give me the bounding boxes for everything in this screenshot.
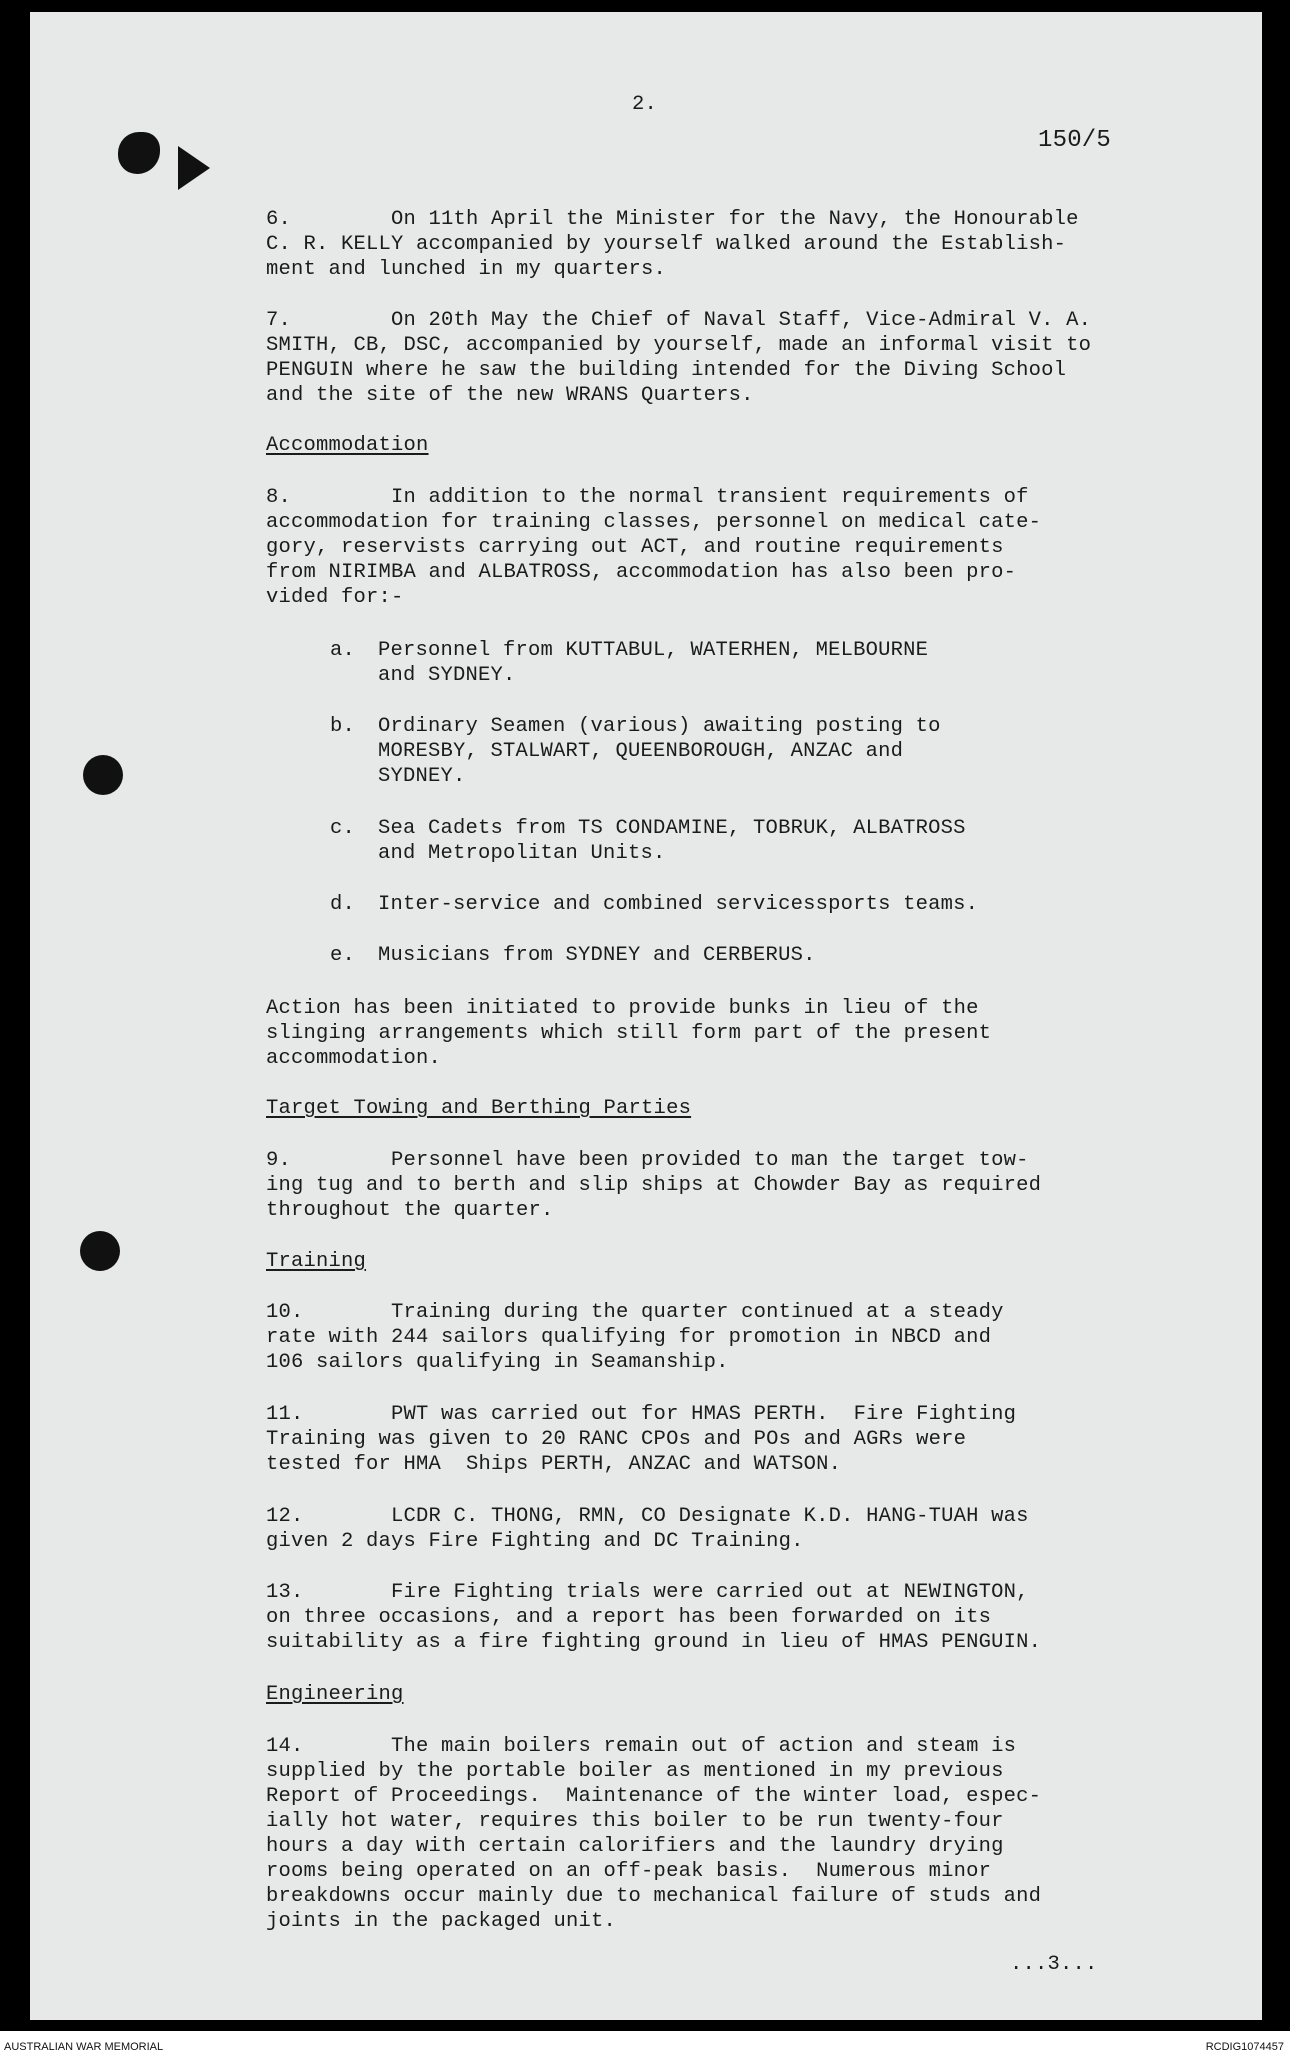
- list-item-line: and Metropolitan Units.: [378, 842, 666, 865]
- list-item-letter: c.: [330, 817, 356, 840]
- list-item-line: SYDNEY.: [378, 765, 466, 788]
- paragraph-8-line: accommodation for training classes, personnel on medical cate-: [266, 511, 1042, 534]
- list-item-letter: b.: [330, 715, 356, 738]
- paragraph-8-line: gory, reservists carrying out ACT, and routine requirements: [266, 536, 1004, 559]
- paragraph-7-line: PENGUIN where he saw the building intended for the Diving School: [266, 359, 1067, 382]
- paragraph-9-line: throughout the quarter.: [266, 1199, 554, 1222]
- paragraph-7-line: and the site of the new WRANS Quarters.: [266, 384, 754, 407]
- paragraph-14-line: rooms being operated on an off-peak basis. Numerous minor: [266, 1860, 992, 1883]
- list-item-letter: e.: [330, 944, 356, 967]
- archive-footer: [0, 2031, 1290, 2061]
- paragraph-6-line: 6. On 11th April the Minister for the Navy, the Honourable: [266, 208, 1079, 231]
- continuation-marker: ...3...: [1010, 1953, 1098, 1976]
- paragraph-14-line: hours a day with certain calorifiers and the laundry drying: [266, 1835, 1004, 1858]
- heading-target-towing: Target Towing and Berthing Parties: [266, 1097, 692, 1120]
- paragraph-8-line: 8. In addition to the normal transient requirements of: [266, 486, 1029, 509]
- torn-mark-right: [178, 146, 210, 190]
- heading-engineering: Engineering: [266, 1683, 404, 1706]
- paragraph-10-line: rate with 244 sailors qualifying for promotion in NBCD and: [266, 1326, 992, 1349]
- paragraph-8-action-line: slinging arrangements which still form part of the present: [266, 1022, 992, 1045]
- paragraph-9-line: 9. Personnel have been provided to man the target tow-: [266, 1149, 1029, 1172]
- paragraph-10-line: 10. Training during the quarter continued at a steady: [266, 1301, 1004, 1324]
- paragraph-12-line: 12. LCDR C. THONG, RMN, CO Designate K.D. HANG-TUAH was: [266, 1505, 1029, 1528]
- paragraph-7-line: 7. On 20th May the Chief of Naval Staff, Vice-Admiral V. A.: [266, 309, 1092, 332]
- paragraph-14-line: ially hot water, requires this boiler to be run twenty-four: [266, 1810, 1004, 1833]
- paragraph-8-line: vided for:-: [266, 586, 404, 609]
- punch-hole-bottom: [80, 1231, 120, 1271]
- heading-training: Training: [266, 1250, 367, 1273]
- paragraph-13-line: on three occasions, and a report has been forwarded on its: [266, 1606, 992, 1629]
- page-number: 2.: [632, 93, 658, 116]
- file-reference: 150/5: [1038, 127, 1112, 154]
- list-item-line: Personnel from KUTTABUL, WATERHEN, MELBOURNE: [378, 639, 929, 662]
- paragraph-13-line: suitability as a fire fighting ground in lieu of HMAS PENGUIN.: [266, 1631, 1042, 1654]
- punch-hole-top: [83, 755, 123, 795]
- paragraph-14-line: joints in the packaged unit.: [266, 1910, 617, 1933]
- list-item-line: Ordinary Seamen (various) awaiting posting to: [378, 715, 941, 738]
- list-item-letter: d.: [330, 893, 356, 916]
- paragraph-11-line: 11. PWT was carried out for HMAS PERTH. Fire Fighting: [266, 1403, 1017, 1426]
- list-item-line: Musicians from SYDNEY and CERBERUS.: [378, 944, 816, 967]
- list-item-line: and SYDNEY.: [378, 664, 516, 687]
- footer-source: AUSTRALIAN WAR MEMORIAL: [4, 2041, 164, 2053]
- paragraph-6-line: C. R. KELLY accompanied by yourself walked around the Establish-: [266, 233, 1067, 256]
- heading-accommodation: Accommodation: [266, 434, 429, 457]
- paragraph-7-line: SMITH, CB, DSC, accompanied by yourself, made an informal visit to: [266, 334, 1092, 357]
- paragraph-13-line: 13. Fire Fighting trials were carried out at NEWINGTON,: [266, 1581, 1029, 1604]
- paragraph-6-line: ment and lunched in my quarters.: [266, 258, 667, 281]
- paragraph-9-line: ing tug and to berth and slip ships at Chowder Bay as required: [266, 1174, 1042, 1197]
- paragraph-11-line: tested for HMA Ships PERTH, ANZAC and WATSON.: [266, 1453, 842, 1476]
- paragraph-14-line: 14. The main boilers remain out of action and steam is: [266, 1735, 1017, 1758]
- paragraph-14-line: supplied by the portable boiler as mentioned in my previous: [266, 1760, 1004, 1783]
- paragraph-8-line: from NIRIMBA and ALBATROSS, accommodation has also been pro-: [266, 561, 1017, 584]
- list-item-letter: a.: [330, 639, 356, 662]
- paragraph-14-line: Report of Proceedings. Maintenance of the winter load, espec-: [266, 1785, 1042, 1808]
- paragraph-8-action-line: accommodation.: [266, 1047, 442, 1070]
- list-item-line: Sea Cadets from TS CONDAMINE, TOBRUK, ALBATROSS: [378, 817, 966, 840]
- paragraph-14-line: breakdowns occur mainly due to mechanical failure of studs and: [266, 1885, 1042, 1908]
- list-item-line: MORESBY, STALWART, QUEENBOROUGH, ANZAC and: [378, 740, 904, 763]
- list-item-line: Inter-service and combined servicessports teams.: [378, 893, 979, 916]
- paragraph-11-line: Training was given to 20 RANC CPOs and POs and AGRs were: [266, 1428, 967, 1451]
- paragraph-12-line: given 2 days Fire Fighting and DC Training.: [266, 1530, 804, 1553]
- paragraph-8-action-line: Action has been initiated to provide bunks in lieu of the: [266, 997, 979, 1020]
- paragraph-10-line: 106 sailors qualifying in Seamanship.: [266, 1351, 729, 1374]
- footer-id: RCDIG1074457: [1205, 2041, 1284, 2053]
